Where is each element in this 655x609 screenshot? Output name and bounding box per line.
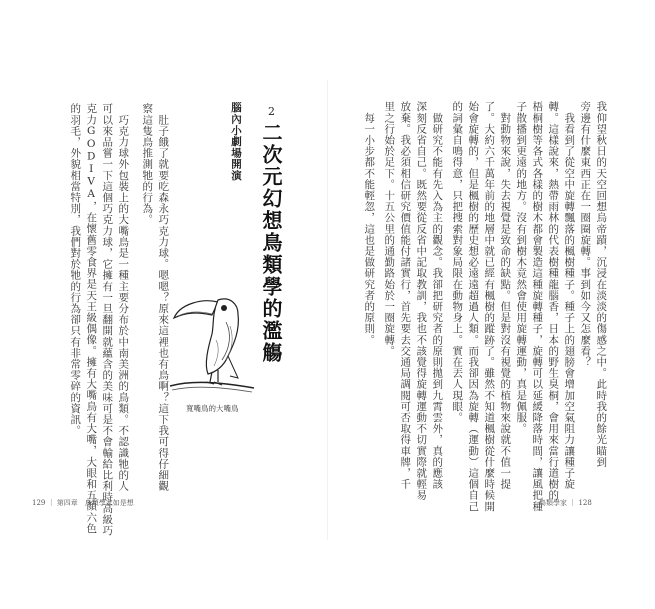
right-column-10: 的詞彙自鳴得意，只把搜索對象局限在動物身上。實在丟人現眼。	[451, 101, 464, 423]
section-heading: 腦內小劇場開演	[230, 102, 242, 182]
left-column-5: 克力GODIVA，在懷舊零食界是天王級偶像。擁有大嘴鳥有大嘴，大眼和五顏六色	[85, 103, 98, 534]
right-column-8: 了。大約六千萬年前的地層中就已經有楓樹的蹤跡了。雖然不知道楓樹從什麼時候開	[483, 101, 496, 512]
right-column-15: 每一小步都不能輕忽，這也是做研究者的原則。	[363, 101, 376, 346]
right-column-2: 旁邊有什麼東西正在一圈圈旋轉。事到如今又怎麼看？	[579, 101, 592, 368]
left-column-6: 的羽毛，外貌相當特別，我們對於牠的行為卻只有非常零碎的資訊。	[69, 103, 82, 436]
left-column-4: 可以來品嘗一下這個巧克力球，它擁有一旦翻開就蘊含的美味可是不會輸給比利時高級巧	[101, 103, 114, 536]
right-page-footer: 鳥類學家 ｜ 128	[539, 499, 592, 507]
figure-caption: 寬嘴鳥的大嘴鳥	[186, 404, 239, 413]
left-page-footer: 129 ｜ 第四章 鳥類學家如是想	[32, 499, 134, 507]
right-column-11: 做研究不能有先入為主的觀念。我卻把研究者的原則拋到九霄雲外，真的應該	[431, 101, 444, 490]
right-column-14: 里之行始於足下。十五公里的通勤路始於一圈旋轉。	[383, 101, 396, 357]
chapter-number: 2	[268, 105, 275, 118]
right-column-1: 我仰望秋日的天空回想烏帝蹟，沉浸在淡淡的傷感之中。此時我的餘光瞄到	[595, 101, 608, 468]
left-column-2: 察這隻鳥推測牠的行為。	[141, 103, 154, 226]
gutter-divider	[327, 80, 328, 540]
toucan-illustration	[168, 282, 258, 402]
left-column-3: 巧克力球外包裝上的大嘴鳥是一種主要分布於中南美洲的鳥類。不認識牠的人	[117, 103, 130, 492]
right-column-13: 放棄。我必須相信研究價值能付諸實行，首先要去交通局調閱可否取得車牌，千	[399, 101, 412, 490]
right-column-3: 我看到了從空中旋轉飄落的楓樹種子。種子上的翅膀會增加空氣阻力讓種子旋	[563, 101, 576, 490]
right-column-4: 轉。這樣說來，熱帶雨林的代表樹種龍腦香，日本的野生臭桐，會用來當行道樹的	[547, 101, 560, 501]
right-column-9: 始會旋轉的，但是楓樹的歷史想必遠遠超過人類。而我卻因為旋轉（運動）這個自己	[467, 101, 480, 512]
right-column-7: 對動物來說，失去視覺是致命的缺點。但是對沒有視覺的植物來說就不值一提	[499, 101, 512, 490]
right-column-12: 深刻反省自己。既然要從反省中記取教訓，我也不該覺得旋轉運動不切實際就輕易	[415, 101, 428, 501]
right-column-5: 梧桐樹等各式各樣的樹木都會製造這種旋轉種子，旋轉可以延緩降落時間，讓風把種	[531, 101, 544, 512]
right-column-6: 子散播到更遠的地方。沒有到樹木竟然會使用旋轉運動，真是佩服。	[515, 101, 528, 434]
left-column-1: 肚子餓了就要吃森永巧克力球。嗯嗯？原來這裡也有鳥啊？這下我可得仔細觀	[157, 103, 170, 492]
chapter-title: 二次元幻想鳥類學的濫觴	[259, 122, 283, 364]
